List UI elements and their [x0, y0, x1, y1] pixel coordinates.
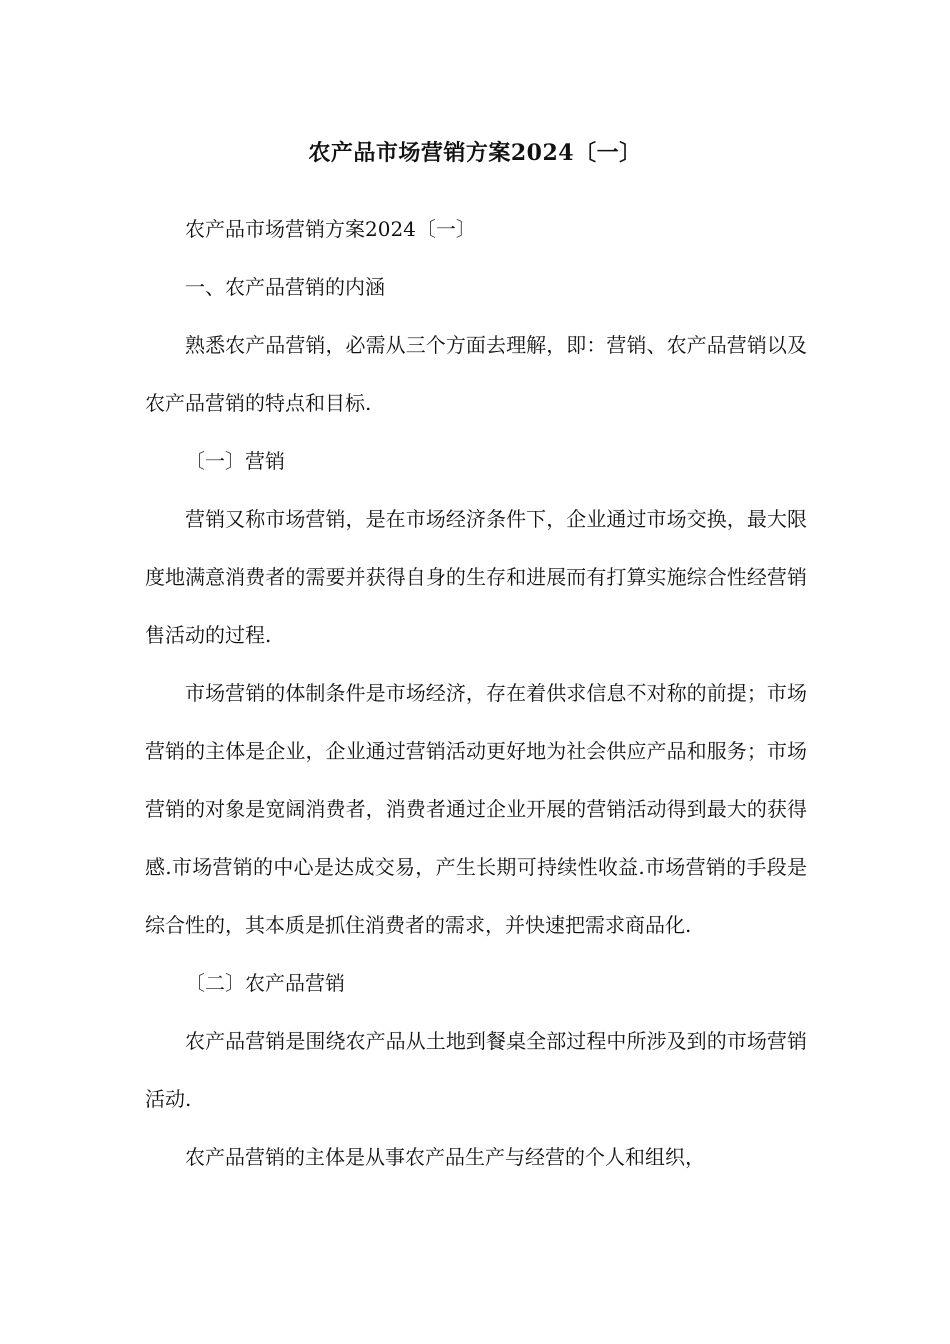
paragraph-marketing-conditions: 市场营销的体制条件是市场经济，存在着供求信息不对称的前提；市场营销的主体是企业，企业通过营销活动更好地为社会供应产品和服务；市场营销的对象是宽阔消费者，消费者通过企业开展的营销活动得到最大的获得感.市场营销的中心是达成交易，产生长期可持续性收益.市场营销的手段是综合性的，其本质是抓住消费者的需求，并快速把需求商品化. [145, 681, 807, 937]
document-body [145, 200, 807, 1186]
paragraph-subheading-agri-marketing: 〔二〕农产品营销 [185, 971, 345, 995]
paragraph-intro: 熟悉农产品营销，必需从三个方面去理解，即：营销、农产品营销以及农产品营销的特点和目标. [145, 333, 807, 415]
paragraph-agri-marketing-subject: 农产品营销的主体是从事农产品生产与经营的个人和组织， [185, 1145, 705, 1169]
document-title: 农产品市场营销方案2024〔一〕 [308, 140, 642, 166]
paragraph-subheading-marketing: 〔一〕营销 [185, 449, 285, 473]
paragraph-section-heading-1: 一、农产品营销的内涵 [185, 275, 385, 299]
paragraph-agri-marketing-definition: 农产品营销是围绕农产品从土地到餐桌全部过程中所涉及到的市场营销活动. [145, 1029, 807, 1111]
paragraph-subtitle: 农产品市场营销方案2024〔一〕 [185, 217, 476, 241]
paragraph-marketing-definition: 营销又称市场营销，是在市场经济条件下，企业通过市场交换，最大限度地满意消费者的需要并获得自身的生存和进展而有打算实施综合性经营销售活动的过程. [145, 507, 807, 647]
